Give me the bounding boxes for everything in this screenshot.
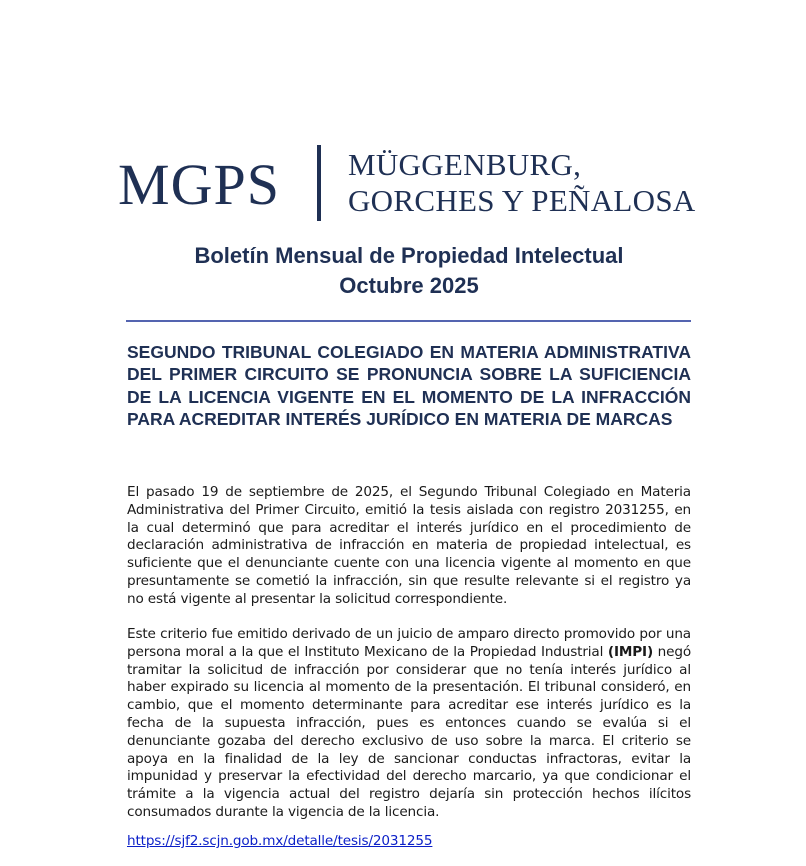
bulletin-title: Boletín Mensual de Propiedad Intelectual [194,243,624,268]
paragraph-2-text-end: negó tramitar la solicitud de infracción por considerar que no tenía interés jurídico al haber expirado su licencia al momento de la presentación. El tribunal consideró, en cambio, que el momento determinante para acreditar ese interés jurídico es la fecha de la supuesta infracción, pues es entonces cuando se evalúa si el denunciante gozaba del derecho exclusivo de uso sobre la marca. El criterio se apoya en la finalidad de la ley de sancionar conductas infractoras, evitar la impunidad y preservar la efectividad del derecho marcario, ya que condicionar el trámite a la vigencia actual del registro dejaría sin protección hechos ilícitos consumados durante la vigencia de la licencia. [127,643,691,820]
tesis-link[interactable]: https://sjf2.scjn.gob.mx/detalle/tesis/2031255 [127,833,433,849]
article-headline: SEGUNDO TRIBUNAL COLEGIADO EN MATERIA ADMINISTRATIVA DEL PRIMER CIRCUITO SE PRONUNCIA SOBRE LA SUFICIENCIA DE LA LICENCIA VIGENTE EN EL MOMENTO DE LA INFRACCIÓN PARA ACREDITAR INTERÉS JURÍDICO EN MATERIA DE MARCAS [127,342,691,429]
title-divider [126,320,691,322]
logo-firm-name [348,147,696,219]
paragraph-2-text-start: Este criterio fue emitido derivado de un juicio de amparo directo promovido por una persona moral a la que el Instituto Mexicano de la Propiedad Industrial [127,626,691,660]
article-paragraph-2 [127,626,691,822]
article-paragraph-1: El pasado 19 de septiembre de 2025, el Segundo Tribunal Colegiado en Materia Administrativa del Primer Circuito, emitió la tesis aislada con registro 2031255, en la cual determinó que para acreditar el interés jurídico en el procedimiento de declaración administrativa de infracción en materia de propiedad intelectual, es suficiente que el denunciante cuente con una licencia vigente al momento en que presuntamente se cometió la infracción, sin que resulte relevante si el registro ya no está vigente al presentar la solicitud correspondiente. [127,484,691,607]
bulletin-date: Octubre 2025 [339,273,479,298]
logo-mark: MGPS [118,152,280,217]
logo-divider [317,145,321,221]
logo-name-line1: MÜGGENBURG, [348,147,582,182]
impi-abbreviation: (IMPI) [607,643,654,660]
logo-name-line2: GORCHES Y PEÑALOSA [348,183,696,218]
